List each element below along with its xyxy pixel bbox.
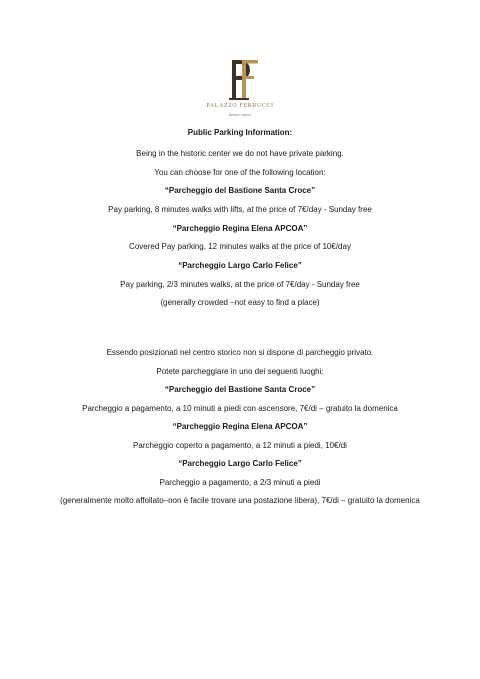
english-location-3-note: (generally crowded –not easy to find a place) (160, 298, 320, 307)
pf-monogram-icon (218, 56, 262, 102)
italian-location-1-name: “Parcheggio del Bastione Santa Croce” (164, 385, 316, 394)
italian-location-2-desc: Parcheggio coperto a pagamento, a 12 minuti a piedi, 10€/di (133, 441, 347, 450)
english-location-1-name: “Parcheggio del Bastione Santa Croce” (164, 186, 316, 195)
english-heading: Public Parking Information: (187, 128, 293, 137)
italian-location-3-desc: Parcheggio a pagamento, a 2/3 minuti a piedi (159, 478, 321, 487)
italian-intro-2: Potete parcheggiare in uno dei seguenti luoghi: (156, 367, 324, 376)
italian-location-3-note: (generalmente molto affollato–non è facile trovare una postazione libera), 7€/di – gratuito la domenica (60, 496, 420, 505)
logo-brand-name: PALAZZO FERRUCCI (206, 103, 274, 109)
english-intro-1: Being in the historic center we do not have private parking. (136, 149, 344, 158)
english-location-2-desc: Covered Pay parking, 12 minutes walks at the price of 10€/day (129, 242, 351, 251)
logo-tagline: luxury suites (228, 112, 252, 117)
italian-intro-1: Essendo posizionati nel centro storico non si dispone di parcheggio privato. (106, 348, 374, 357)
italian-location-2-name: “Parcheggio Regina Elena APCOA” (172, 422, 308, 431)
english-location-1-desc: Pay parking, 8 minutes walks with lifts, at the price of 7€/day - Sunday free (108, 205, 372, 214)
italian-location-1-desc: Parcheggio a pagamento, a 10 minuti a piedi con ascensore, 7€/di – gratuito la domenica (82, 404, 398, 413)
english-location-2-name: “Parcheggio Regina Elena APCOA” (172, 224, 308, 233)
english-intro-2: You can choose for one of the following location: (154, 168, 326, 177)
english-location-3-desc: Pay parking, 2/3 minutes walks, at the price of 7€/day - Sunday free (120, 280, 360, 289)
palazzo-ferrucci-logo (200, 56, 280, 126)
english-location-3-name: “Parcheggio Largo Carlo Felice” (178, 261, 302, 270)
italian-location-3-name: “Parcheggio Largo Carlo Felice” (178, 459, 302, 468)
